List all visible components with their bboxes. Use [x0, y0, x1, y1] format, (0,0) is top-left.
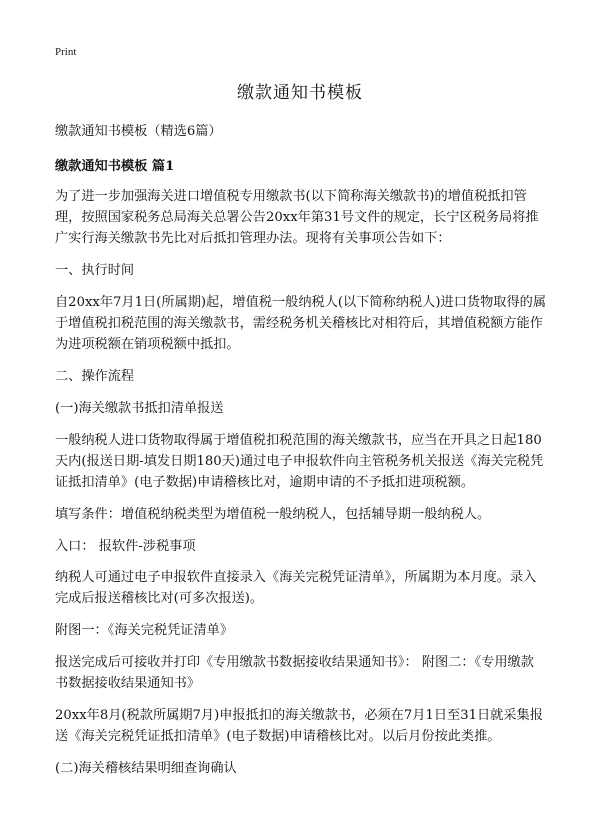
document-subtitle: 缴款通知书模板（精选6篇） [55, 124, 222, 139]
heading-list-submission: (一)海关缴款书抵扣清单报送 [55, 401, 224, 416]
heading-operation-process: 二、操作流程 [55, 369, 135, 384]
paragraph-entry: 入口： 报软件-涉税事项 [55, 539, 196, 554]
paragraph-direct-entry: 纳税人可通过电子申报软件直接录入《海关完税凭证清单》，所属期为本月度。录入完成后报送稽核比对(可多次报送)。 [55, 570, 537, 606]
print-label: Print [55, 46, 77, 58]
paragraph-execution-time: 自20xx年7月1日(所属期)起，增值税一般纳税人(以下简称纳税人)进口货物取得的属于增值税扣税范围的海关缴款书，需经税务机关稽核比对相符后，其增值税额方能作为进项税额在销项税额中抵扣。 [55, 295, 547, 352]
page-title: 缴款通知书模板 [237, 83, 363, 103]
paragraph-fill-conditions: 填写条件：增值税纳税类型为增值税一般纳税人，包括辅导期一般纳税人。 [55, 507, 491, 522]
heading-audit-results: (二)海关稽核结果明细查询确认 [55, 761, 237, 776]
document-body [55, 121, 547, 790]
paragraph-list-submission: 一般纳税人进口货物取得属于增值税扣税范围的海关缴款书，应当在开具之日起180天内(报送日期-填发日期180天)通过电子申报软件向主管税务机关报送《海关完税凭证抵扣清单》(电子数据)申请稽核比对，逾期申请的不予抵扣进项税额。 [55, 433, 544, 490]
heading-execution-time: 一、执行时间 [55, 263, 135, 278]
paragraph-intro: 为了进一步加强海关进口增值税专用缴款书(以下简称海关缴款书)的增值税抵扣管理，按照国家税务总局海关总署公告20xx年第31号文件的规定，长宁区税务局将推广实行海关缴款书先比对后抵扣管理办法。现将有关事项公告如下： [55, 189, 539, 246]
paragraph-print-notice: 报送完成后可接收并打印《专用缴款书数据接收结果通知书》： 附图二：《专用缴款书数据接收结果通知书》 [55, 655, 534, 691]
section-heading: 缴款通知书模板 篇1 [55, 159, 175, 174]
paragraph-collection-period: 20xx年8月(税款所属期7月)申报抵扣的海关缴款书，必须在7月1日至31日就采集报送《海关完税凭证抵扣清单》(电子数据)申请稽核比对。以后月份按此类推。 [55, 708, 543, 744]
paragraph-figure-one: 附图一：《海关完税凭证清单》 [55, 623, 234, 638]
